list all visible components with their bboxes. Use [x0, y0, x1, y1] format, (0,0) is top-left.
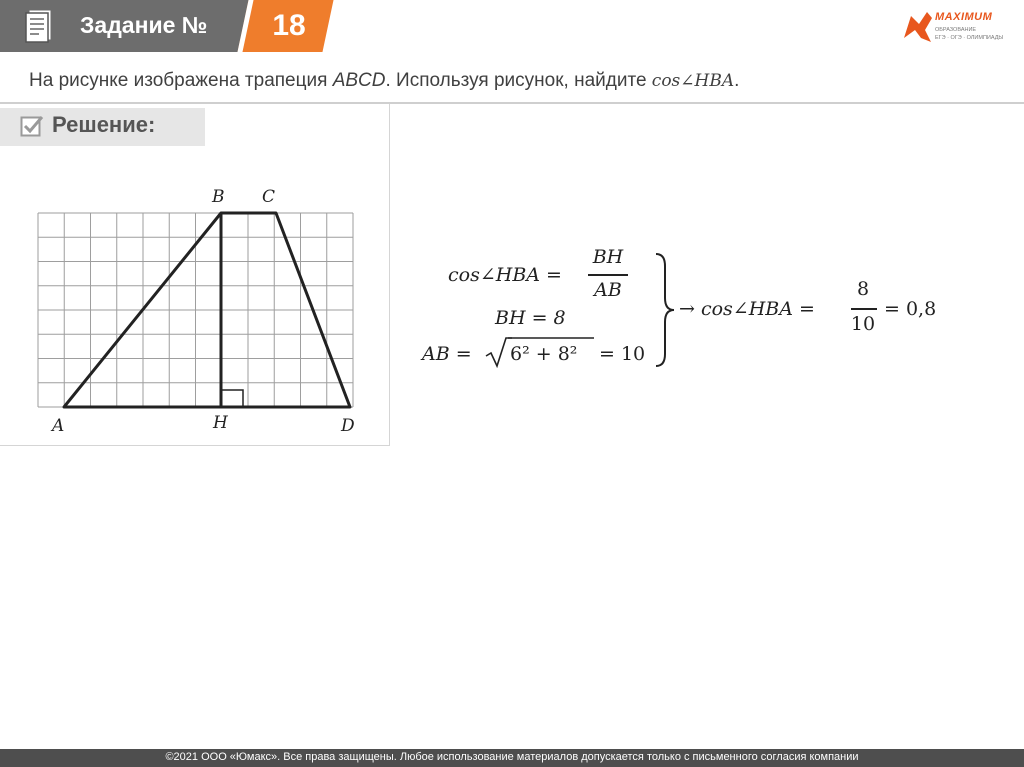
- logo-wordmark: MAXIMUM: [935, 11, 993, 23]
- point-label-h: H: [213, 413, 228, 433]
- result-fraction-bar: [851, 308, 877, 310]
- point-label-c: C: [262, 187, 276, 207]
- bh-value: BH = 8: [495, 307, 566, 329]
- right-angle-mark: [221, 390, 243, 407]
- ab-left: AB =: [422, 343, 472, 365]
- solution-label: Решение:: [52, 112, 156, 137]
- logo-emblem-icon: [901, 8, 935, 46]
- square-grid: [38, 213, 353, 407]
- task-heading: Задание №: [80, 12, 208, 38]
- header-bar: [0, 0, 1024, 60]
- task-text-end: .: [734, 70, 740, 91]
- logo-tagline: ЕГЭ · ОГЭ · ОЛИМПИАДЫ: [935, 35, 1004, 41]
- result-fraction-numerator: 8: [856, 278, 870, 300]
- copyright-notice: ©2021 ООО «Юмакс». Все права защищены. Любое использование материалов допускается только с письменного согласия компании: [165, 751, 859, 763]
- task-target-expression: cos∠HBA: [651, 71, 735, 91]
- trapezoid-figure: [0, 180, 390, 440]
- cos-fraction-numerator: BH: [592, 246, 624, 268]
- radicand-overline: [508, 336, 598, 340]
- cos-fraction-denominator: AB: [594, 279, 622, 301]
- right-brace: [653, 252, 677, 368]
- shape-name: ABCD: [332, 70, 386, 91]
- task-number: 18: [272, 9, 306, 42]
- ab-radicand: 6² + 8²: [510, 343, 578, 365]
- result-fraction-denominator: 10: [850, 313, 876, 335]
- maximum-logo: [901, 6, 1019, 50]
- grid-drawing: [0, 180, 390, 440]
- task-statement: [29, 70, 739, 92]
- point-label-b: B: [212, 187, 225, 207]
- task-text-before: На рисунке изображена трапеция: [29, 70, 333, 91]
- point-label-d: D: [341, 416, 355, 436]
- checkbox-checked-icon: [20, 114, 44, 138]
- cos-fraction-bar: [588, 274, 628, 276]
- footer-bar: [0, 749, 1024, 767]
- logo-subtitle: ОБРАЗОВАНИЕ: [935, 27, 977, 33]
- ab-result: = 10: [599, 343, 646, 365]
- square-root-sign: [484, 336, 512, 368]
- point-label-a: A: [52, 416, 65, 436]
- result-right: = 0,8: [884, 298, 937, 320]
- result-left: → cos∠HBA =: [679, 298, 815, 320]
- solution-math: [400, 230, 1000, 390]
- task-text-middle: . Используя рисунок, найдите: [385, 70, 652, 91]
- cos-definition-left: cos∠HBA =: [448, 264, 562, 286]
- document-icon: [25, 9, 53, 43]
